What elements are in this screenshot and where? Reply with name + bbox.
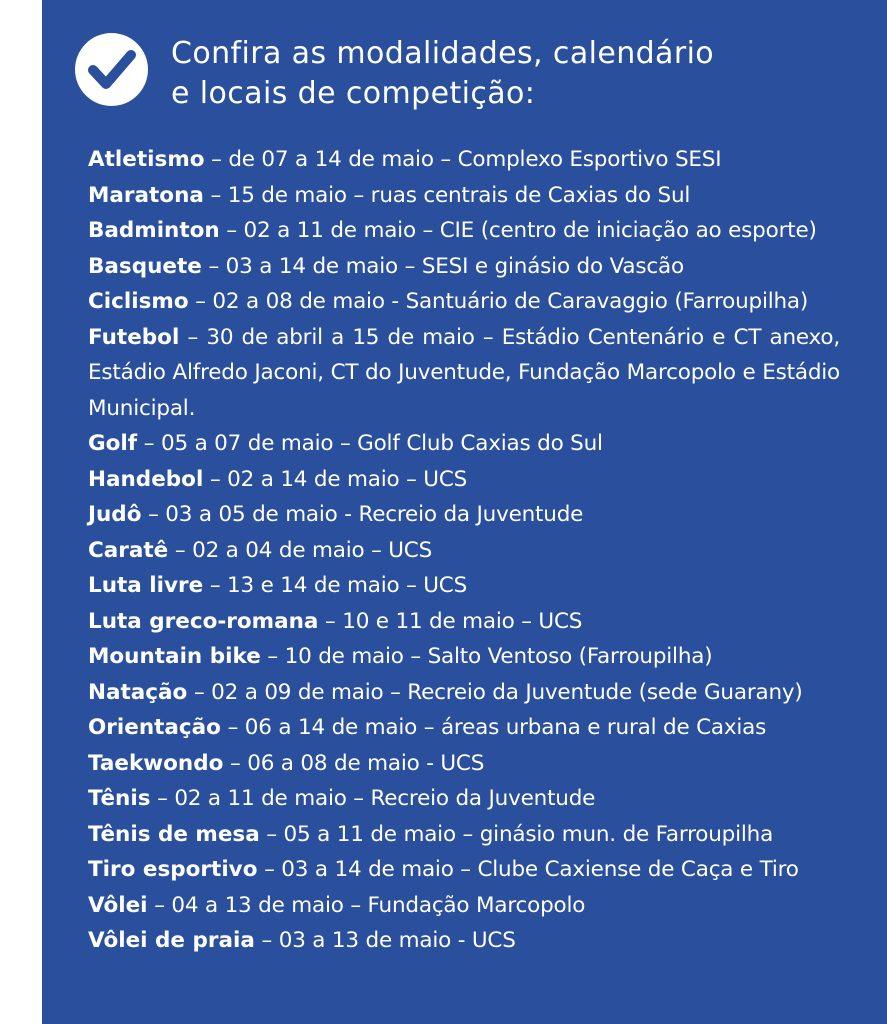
modality-detail: – de 07 a 14 de maio – Complexo Esportivo SESI	[204, 147, 722, 172]
list-item	[88, 675, 840, 711]
list-item	[88, 852, 840, 888]
title-line-2: e locais de competição:	[171, 76, 536, 111]
list-item	[88, 746, 840, 782]
modality-detail: – 02 a 04 de maio – UCS	[168, 537, 433, 563]
modality-name: Vôlei	[88, 892, 148, 918]
checkmark-circle-icon	[75, 33, 148, 106]
modality-name: Taekwondo	[88, 750, 224, 776]
list-item	[88, 284, 840, 320]
list-item	[88, 817, 840, 853]
modality-detail: – 15 de maio – ruas centrais de Caxias do Sul	[203, 182, 691, 208]
modality-detail: – 10 de maio – Salto Ventoso (Farroupilha)	[260, 644, 713, 669]
list-item	[88, 320, 840, 427]
list-item	[88, 639, 840, 675]
list-item	[88, 568, 840, 604]
modality-detail: – 05 a 11 de maio – ginásio mun. de Farroupilha	[259, 821, 774, 847]
modality-name: Basquete	[88, 253, 202, 279]
modality-name: Tênis	[88, 786, 151, 811]
list-item	[88, 533, 840, 569]
list-item	[88, 178, 840, 214]
modalities-list	[88, 142, 840, 959]
modality-name: Natação	[88, 679, 188, 705]
modality-detail: – 03 a 13 de maio - UCS	[254, 928, 516, 953]
modality-detail: – 03 a 14 de maio – SESI e ginásio do Vascão	[201, 253, 684, 279]
modality-detail: – 05 a 07 de maio – Golf Club Caxias do Sul	[137, 431, 603, 456]
modality-detail: – 03 a 14 de maio – Clube Caxiense de Caça e Tiro	[257, 857, 799, 882]
page-title	[171, 34, 851, 114]
modality-name: Orientação	[88, 715, 221, 740]
modality-detail: – 10 e 11 de maio – UCS	[318, 608, 583, 634]
modality-name: Atletismo	[88, 147, 205, 172]
modality-name: Caratê	[88, 537, 169, 563]
list-item	[88, 781, 840, 817]
list-item	[88, 213, 840, 249]
list-item	[88, 710, 840, 746]
list-item	[88, 604, 840, 640]
modality-name: Luta greco-romana	[88, 608, 319, 634]
list-item	[88, 249, 840, 285]
modality-detail: – 06 a 14 de maio – áreas urbana e rural de Caxias	[220, 715, 767, 740]
modality-name: Vôlei de praia	[88, 928, 255, 953]
list-item	[88, 888, 840, 924]
list-item	[88, 923, 840, 959]
modality-name: Mountain bike	[88, 644, 261, 669]
modality-name: Futebol	[88, 324, 180, 350]
list-item	[88, 426, 840, 462]
modality-detail: – 13 e 14 de maio – UCS	[203, 573, 468, 598]
modality-detail: – 06 a 08 de maio - UCS	[223, 750, 485, 776]
modality-detail: – 02 a 14 de maio – UCS	[203, 466, 468, 492]
list-item	[88, 497, 840, 533]
list-item	[88, 142, 840, 178]
modality-name: Tiro esportivo	[88, 857, 258, 882]
list-item	[88, 462, 840, 498]
modality-name: Tênis de mesa	[88, 821, 260, 847]
modality-name: Badminton	[88, 218, 220, 243]
modality-name: Luta livre	[88, 573, 204, 598]
modality-detail: – 02 a 09 de maio – Recreio da Juventude (sede Guarany)	[187, 679, 803, 705]
modality-detail: – 02 a 08 de maio - Santuário de Caravaggio (Farroupilha)	[188, 289, 809, 314]
title-line-1: Confira as modalidades, calendário	[171, 36, 715, 71]
modality-name: Golf	[88, 431, 138, 456]
modality-detail: – 30 de abril a 15 de maio – Estádio Centenário e CT anexo, Estádio Alfredo Jaconi, CT do Juventude, Fundação Marcopolo e Estádio Municipal.	[88, 324, 840, 421]
modality-name: Maratona	[88, 182, 204, 208]
modality-detail: – 03 a 05 de maio - Recreio da Juventude	[141, 502, 584, 527]
modality-detail: – 02 a 11 de maio – CIE (centro de iniciação ao esporte)	[219, 218, 817, 243]
modality-detail: – 04 a 13 de maio – Fundação Marcopolo	[147, 892, 586, 918]
modality-detail: – 02 a 11 de maio – Recreio da Juventude	[150, 786, 596, 811]
modality-name: Ciclismo	[88, 289, 189, 314]
modality-name: Judô	[88, 502, 142, 527]
modality-name: Handebol	[88, 466, 204, 492]
